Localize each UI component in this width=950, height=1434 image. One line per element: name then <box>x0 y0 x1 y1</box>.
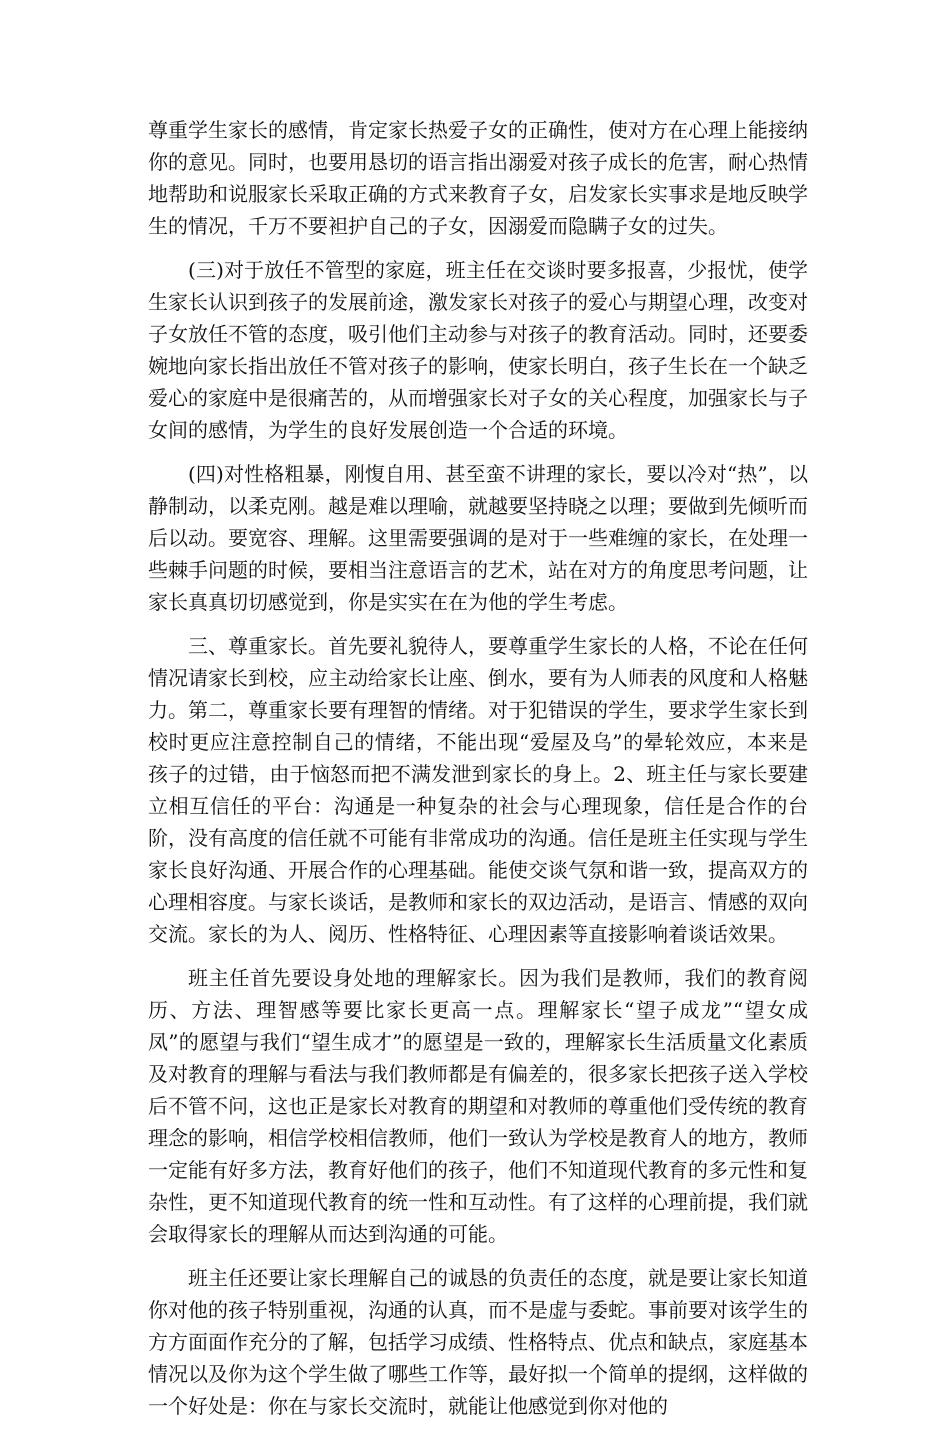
document-body <box>148 114 808 1434</box>
paragraph: 班主任首先要设身处地的理解家长。因为我们是教师，我们的教育阅历、方法、理智感等要比家长更高一点。理解家长“望子成龙”“望女成凤”的愿望与我们“望生成才”的愿望是一致的，理解家长生活质量文化素质及对教育的理解与看法与我们教师都是有偏差的，很多家长把孩子送入学校后不管不问，这也正是家长对教育的期望和对教师的尊重他们受传统的教育理念的影响，相信学校相信教师，他们一致认为学校是教育人的地方，教师一定能有好多方法，教育好他们的孩子，他们不知道现代教育的多元性和复杂性，更不知道现代教育的统一性和互动性。有了这样的心理前提，我们就会取得家长的理解从而达到沟通的可能。 <box>148 966 808 1246</box>
paragraph: 三、尊重家长。首先要礼貌待人，要尊重学生家长的人格，不论在任何情况请家长到校，应主动给家长让座、倒水，要有为人师表的风度和人格魅力。第二，尊重家长要有理智的情绪。对于犯错误的学生，要求学生家长到校时更应注意控制自己的情绪，不能出现“爱屋及乌”的晕轮效应，本来是孩子的过错，由于恼怒而把不满发泄到家长的身上。2、班主任与家长要建立相互信任的平台：沟通是一种复杂的社会与心理现象，信任是合作的台阶，没有高度的信任就不可能有非常成功的沟通。信任是班主任实现与学生家长良好沟通、开展合作的心理基础。能使交谈气氛和谐一致，提高双方的心理相容度。与家长谈话，是教师和家长的双边活动，是语言、情感的双向交流。家长的为人、阅历、性格特征、心理因素等直接影响着谈话效果。 <box>148 634 808 946</box>
paragraph: (三)对于放任不管型的家庭，班主任在交谈时要多报喜，少报忧，使学生家长认识到孩子的发展前途，激发家长对孩子的爱心与期望心理，改变对子女放任不管的态度，吸引他们主动参与对孩子的教育活动。同时，还要委婉地向家长指出放任不管对孩子的影响，使家长明白，孩子生长在一个缺乏爱心的家庭中是很痛苦的，从而增强家长对子女的关心程度，加强家长与子女间的感情，为学生的良好发展创造一个合适的环境。 <box>148 258 808 442</box>
paragraph: (四)对性格粗暴，刚愎自用、甚至蛮不讲理的家长，要以冷对“热”，以静制动，以柔克刚。越是难以理喻，就越要坚持晓之以理；要做到先倾听而后以动。要宽容、理解。这里需要强调的是对于一些难缠的家长，在处理一些棘手问题的时候，要相当注意语言的艺术，站在对方的角度思考问题，让家长真真切切感觉到，你是实实在在为他的学生考虑。 <box>148 462 808 614</box>
paragraph: 班主任还要让家长理解自己的诚恳的负责任的态度，就是要让家长知道你对他的孩子特别重视，沟通的认真，而不是虚与委蛇。事前要对该学生的方方面面作充分的了解，包括学习成绩、性格特点、优点和缺点，家庭基本情况以及你为这个学生做了哪些工作等，最好拟一个简单的提纲，这样做的一个好处是：你在与家长交流时，就能让他感觉到你对他的 <box>148 1266 808 1418</box>
paragraph: 尊重学生家长的感情，肯定家长热爱子女的正确性，使对方在心理上能接纳你的意见。同时，也要用恳切的语言指出溺爱对孩子成长的危害，耐心热情地帮助和说服家长采取正确的方式来教育子女，启发家长实事求是地反映学生的情况，千万不要袒护自己的子女，因溺爱而隐瞒子女的过失。 <box>148 118 808 238</box>
